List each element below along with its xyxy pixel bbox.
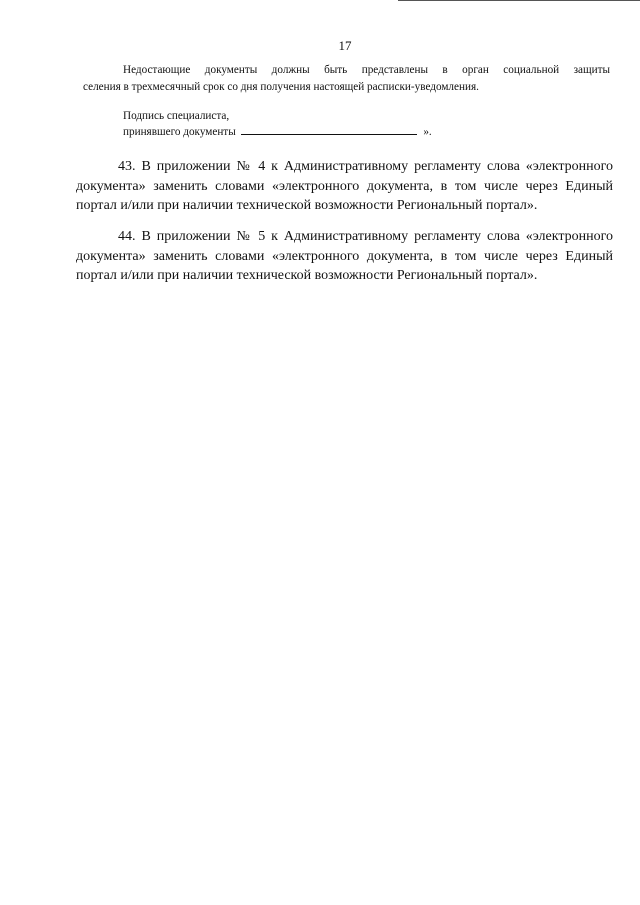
- signature-blank-line: [241, 124, 417, 135]
- paragraph-text: 44. В приложении № 5 к Административному регламенту слова «электронного документа» заменить словами «электронного документа, в том числе через Единый портал и/или при наличии технической возможности Региональный портал».: [76, 229, 613, 283]
- paragraph-text: 43. В приложении № 4 к Административному регламенту слова «электронного документа» заменить словами «электронного документа, в том числе через Единый портал и/или при наличии технической возможности Региональный портал».: [76, 159, 613, 213]
- paragraph-item-44: [76, 227, 613, 286]
- page-number: 17: [338, 38, 352, 53]
- notice-line-1: Недостающие документы должны быть представлены в орган социальной защиты: [123, 64, 610, 76]
- signature-closing-quote: ».: [423, 126, 432, 138]
- specialist-signature-block: [123, 108, 523, 140]
- notice-line-2: селения в трехмесячный срок со дня получения настоящей расписки-уведомления.: [83, 81, 479, 93]
- signature-label: принявшего документы: [123, 126, 236, 138]
- top-border-line: [398, 0, 640, 1]
- signature-label-line-2: [123, 124, 523, 140]
- paragraph-item-43: [76, 157, 613, 216]
- missing-documents-notice: [78, 62, 610, 96]
- signature-label-line-1: Подпись специалиста,: [123, 110, 230, 122]
